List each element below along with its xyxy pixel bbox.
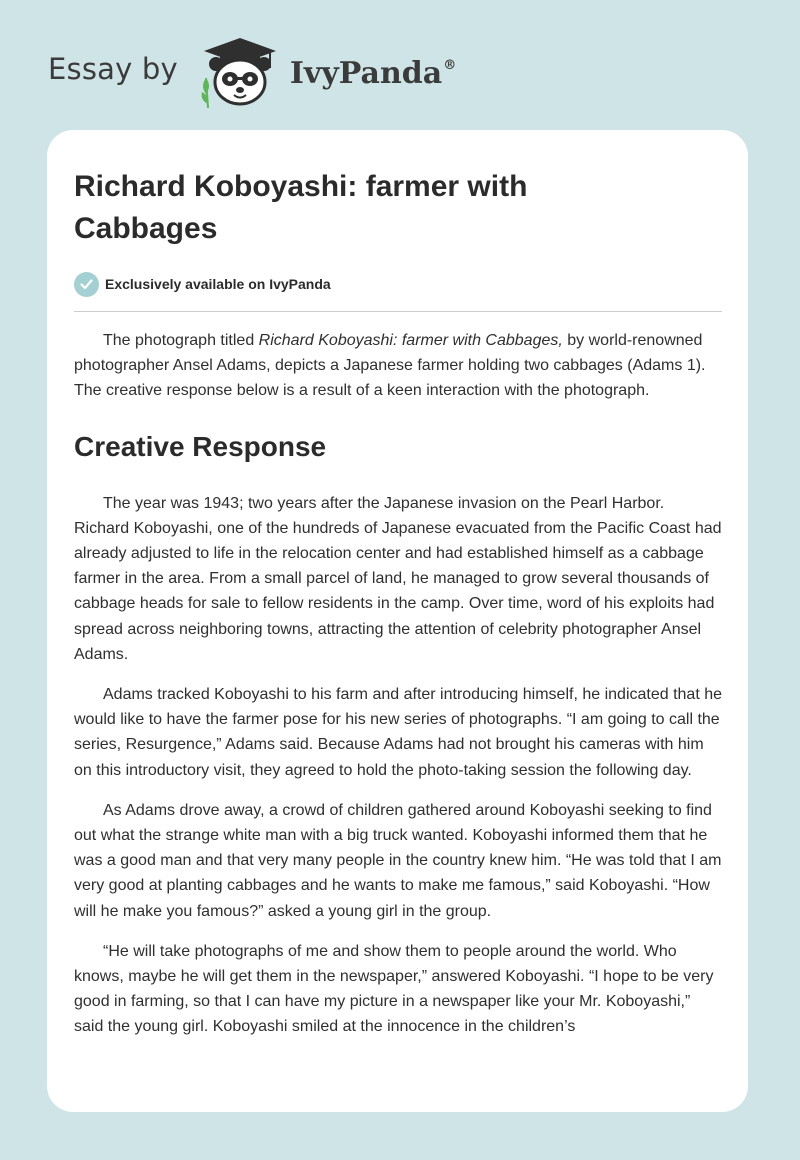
body-paragraph: The year was 1943; two years after the Japanese invasion on the Pearl Harbor. Richard Koboyashi, one of the hundreds of Japanese evacuated from the Pacific Coast had already adjusted to life in the relocation center and had established himself as a cabbage farmer in the area. From a small parcel of land, he managed to grow several thousands of cabbage heads for sale to fellow residents in the camp. Over time, word of his exploits had spread across neighboring towns, attracting the attention of celebrity photographer Ansel Adams. (74, 494, 722, 663)
body-paragraph: “He will take photographs of me and show them to people around the world. Who knows, maybe he will get them in the newspaper,” answered Koboyashi. “I hope to be very good in farming, so that I can have my picture in a newspaper like your Mr. Koboyashi,” said the young girl. Koboyashi smiled at the innocence in the children’s (74, 942, 714, 1036)
page-title: Richard Koboyashi: farmer with Cabbages (74, 170, 528, 245)
photo-title-italic: Richard Koboyashi: farmer with Cabbages, (258, 332, 563, 349)
section-heading: Creative Response (74, 430, 327, 462)
essay-by-label: Essay by (48, 52, 178, 86)
body-paragraph: Adams tracked Koboyashi to his farm and after introducing himself, he indicated that he would like to have the farmer pose for his new series of photographs. “I am going to call the series, Resurgence,” Adams said. Because Adams had not brought his cameras with him on this introductory visit, they agreed to hold the photo-taking session the following day. (74, 686, 723, 779)
panda-graduate-icon (196, 34, 284, 110)
body-paragraph: As Adams drove away, a crowd of children gathered around Koboyashi seeking to find out what the strange white man with a big truck wanted. Koboyashi informed them that he was a good man and that very many people in the country knew him. “He was told that I am very good at planting cabbages and he wants to make me famous,” said Koboyashi. “How will he make you famous?” asked a young girl in the group. (74, 801, 722, 920)
exclusive-label: Exclusively available on IvyPanda (105, 276, 331, 292)
essay-card (47, 130, 748, 1112)
exclusive-badge (74, 270, 722, 298)
brand-name[interactable]: IvyPanda® (289, 55, 457, 91)
divider (74, 311, 722, 312)
checkmark-icon (74, 272, 99, 297)
intro-paragraph: The photograph titled Richard Koboyashi: farmer with Cabbages, by world-renowned photographer Ansel Adams, depicts a Japanese farmer holding two cabbages (Adams 1). The creative response below is a result of a keen interaction with the photograph. (74, 332, 706, 400)
registered-mark: ® (443, 57, 457, 73)
site-header (48, 32, 456, 112)
